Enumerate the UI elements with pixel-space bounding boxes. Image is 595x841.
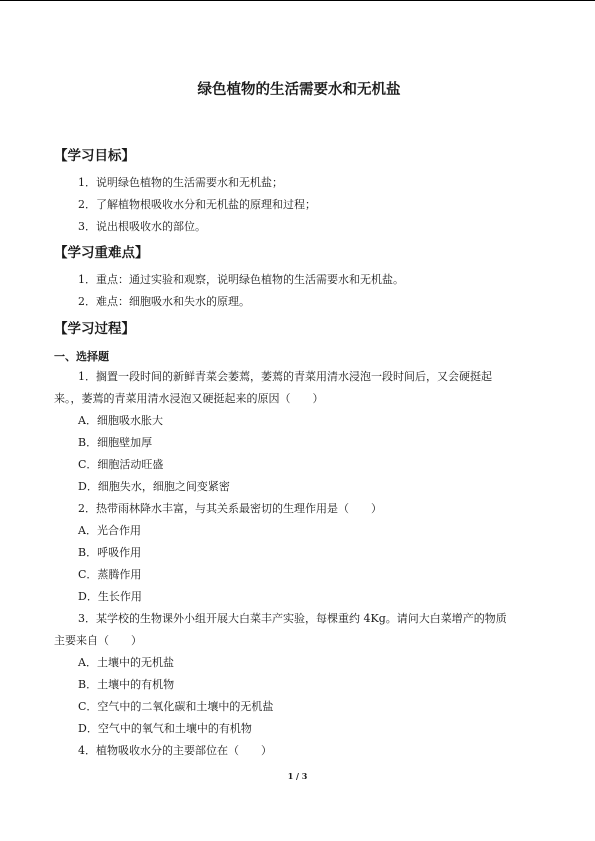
question-4-text: 4．植物吸收水分的主要部位在（ ） <box>78 744 272 757</box>
question-2-option-a: A．光合作用 <box>78 524 141 537</box>
question-3-option-b: B．土壤中的有机物 <box>78 678 175 691</box>
sub-heading-multiple-choice: 一、选择题 <box>54 350 109 363</box>
question-1-option-b: B．细胞壁加厚 <box>78 436 153 449</box>
document-title: 绿色植物的生活需要水和无机盐 <box>197 82 401 98</box>
question-3-text: 3．某学校的生物课外小组开展大白菜丰产实验，每棵重约 4Kg。请问大白菜增产的物质 <box>78 612 507 625</box>
question-3-option-c: C．空气中的二氧化碳和土壤中的无机盐 <box>78 700 274 713</box>
top-border-line <box>0 0 595 1</box>
question-1-option-d: D．细胞失水，细胞之间变紧密 <box>78 480 230 493</box>
question-1-text-cont: 来。，萎蔫的青菜用清水浸泡又硬挺起来的原因（ ） <box>54 392 324 405</box>
keypoint-item: 1．重点：通过实验和观察，说明绿色植物的生活需要水和无机盐。 <box>78 273 404 286</box>
question-2-option-c: C．蒸腾作用 <box>78 568 142 581</box>
question-3-option-a: A．土壤中的无机盐 <box>78 656 174 669</box>
question-3-text-cont: 主要来自（ ） <box>54 634 142 647</box>
keypoint-item: 2．难点：细胞吸水和失水的原理。 <box>78 295 250 308</box>
question-2-option-d: D．生长作用 <box>78 590 142 603</box>
goal-item: 1．说明绿色植物的生活需要水和无机盐； <box>78 176 283 189</box>
question-2-option-b: B．呼吸作用 <box>78 546 142 559</box>
page-number: 1 / 3 <box>287 771 308 781</box>
question-3-option-d: D．空气中的氧气和土壤中的有机物 <box>78 722 252 735</box>
question-2-text: 2．热带雨林降水丰富，与其关系最密切的生理作用是（ ） <box>78 502 382 515</box>
section-heading-keypoints: 【学习重难点】 <box>54 245 149 261</box>
section-heading-process: 【学习过程】 <box>54 321 135 337</box>
question-1-option-a: A．细胞吸水胀大 <box>78 414 163 427</box>
question-1-text: 1．搁置一段时间的新鲜青菜会萎蔫，萎蔫的青菜用清水浸泡一段时间后，又会硬挺起 <box>78 370 492 383</box>
goal-item: 2．了解植物根吸收水分和无机盐的原理和过程； <box>78 198 316 211</box>
goal-item: 3．说出根吸收水的部位。 <box>78 220 206 233</box>
question-1-option-c: C．细胞活动旺盛 <box>78 458 164 471</box>
section-heading-goals: 【学习目标】 <box>54 148 135 164</box>
